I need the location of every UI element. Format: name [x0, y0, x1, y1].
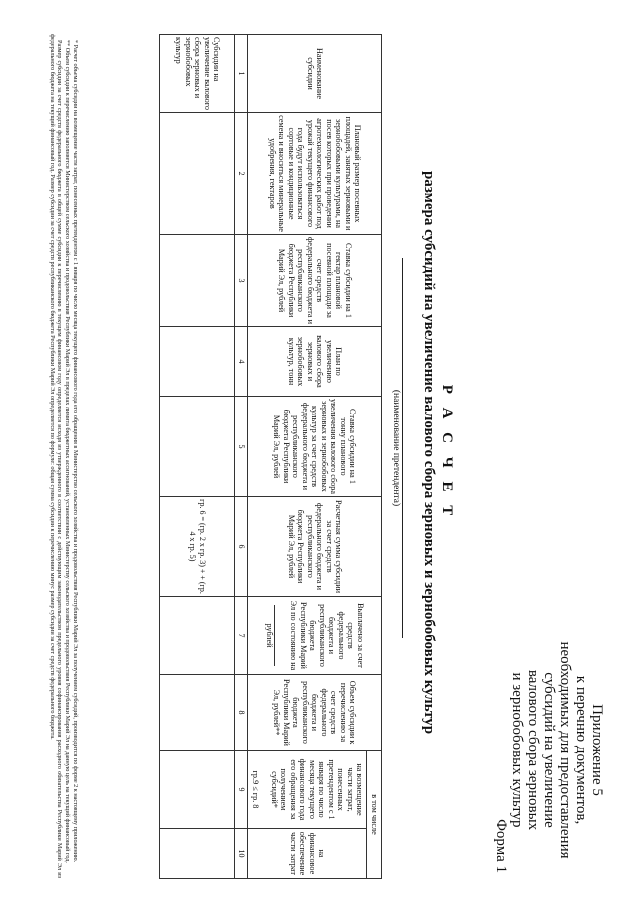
- column-number: 2: [235, 113, 248, 235]
- appendix-line: субсидий на увеличение: [541, 672, 557, 828]
- col-header-paid-unit: рублей: [265, 623, 274, 648]
- table-cell: [160, 397, 235, 497]
- col-header-reimbursement-text: на возмещение части затрат, понесенных претендентом с 1 января по число месяца текущего финансового года его обращения за получением субсидий*: [270, 758, 365, 821]
- footnote: ** Объем субсидии к перечислению заполняется Министерством сельского хозяйства и продовольствия Республики Марий Эл в пределах лимита бюджетных ассигнований, установленных Министерству сельского хозяйства и продовольствия Республики Марий Эл на данную цель на текущий финансовый год.: [64, 40, 72, 863]
- col-header-harvest-plan: План по увеличению валового сбора зерновых и зернобобовых культур, тонн: [248, 327, 382, 397]
- col-header-name: Наименование субсидии: [248, 35, 382, 113]
- document-title: Р А С Ч Е Т: [439, 384, 455, 521]
- appendix-line: необходимых для предоставления: [557, 641, 573, 859]
- row-subsidy-name: Субсидии на увеличение валового сбора зерновых и зернобобовых культур: [160, 35, 235, 113]
- col-header-reimbursement-condition: гр.9 ≤ гр. 8: [251, 770, 260, 809]
- table-cell: [160, 327, 235, 397]
- column-number: 9: [235, 751, 248, 829]
- table-cell: [160, 113, 235, 235]
- col-header-transfer-volume: Объем субсидии к перечислению за счет средств федерального бюджета и республиканского бюджета Республики Марий Эл, рублей**: [248, 675, 382, 751]
- document-subtitle: размера субсидий на увеличение валового сбора зерновых и зернобобовых культур: [421, 170, 437, 735]
- row-formula: гр. 6 = (гр. 2 х гр. 3) + + (гр. 4 х гр. 5): [160, 497, 235, 597]
- paid-date-blank: [274, 605, 289, 666]
- appendix-line: к перечню документов,: [573, 675, 589, 825]
- appendix-line: и зернобобовых культур: [509, 672, 525, 828]
- form-label: Форма 1: [493, 819, 509, 873]
- column-number: 8: [235, 675, 248, 751]
- document-heading: [420, 0, 455, 905]
- appendix-line: Приложение 5: [589, 704, 605, 796]
- table-cell: [160, 235, 235, 327]
- footnotes: [48, 34, 79, 878]
- applicant-name-line: [402, 258, 403, 638]
- col-header-group: в том числе: [367, 751, 382, 879]
- column-numbers-row: [235, 35, 248, 879]
- col-header-rate-tonne: Ставка субсидии на 1 тонну планового увеличения валового сбора зерновых и зернобобовых культур за счет средств федерального бюджета и республиканского бюджета Республики Марий Эл, рублей: [248, 397, 382, 497]
- table-cell: [160, 675, 235, 751]
- column-number: 1: [235, 35, 248, 113]
- col-header-financing: на финансовое обеспечение части затрат: [248, 829, 367, 879]
- col-header-reimbursement: [248, 751, 367, 829]
- table-cell: [160, 751, 235, 829]
- column-number: 3: [235, 235, 248, 327]
- applicant-caption: (наименование претендента): [391, 389, 401, 507]
- table-cell: [160, 829, 235, 879]
- col-header-paid: [248, 597, 382, 675]
- table-header-row: [367, 35, 382, 879]
- appendix-line: валового сбора зерновых: [525, 669, 541, 831]
- table-row: [160, 35, 235, 879]
- column-number: 4: [235, 327, 248, 397]
- col-header-rate-hectare: Ставка субсидии на 1 гектар плановой посевной площади за счет средств федерального бюджета и республиканского бюджета Республики Марий Эл, рублей: [248, 235, 382, 327]
- column-number: 7: [235, 597, 248, 675]
- table-cell: [160, 597, 235, 675]
- column-number: 6: [235, 497, 248, 597]
- footnote: Размер субсидии за счет средств федерального бюджета в общей сумме субсидии к перечислению в текущем финансовом году определяется исходя из утвержденного в соответствии с действующим законодательством предельного уровня софинансирования расходного обязательства Республики Марий Эл из федерального бюджета на текущий финансовый год. Размер субсидии за счет средств республиканского бюджета Республики Марий Эл определяется по формуле: общая сумма субсидии к перечислению минус размер субсидии за счет средств федерального бюджета.: [48, 34, 64, 878]
- column-number: 5: [235, 397, 248, 497]
- col-header-paid-text: Выплачено за счет средств федерального бюджета и республиканского бюджета Республики Марий Эл по состоянию на: [289, 600, 365, 671]
- col-header-area: Плановый размер посевных площадей, занятых зерновыми и зернобобовыми культурами, на посев которых при проведении агротехнологических работ под урожай текущего финансового года будут использоваться сортовые и кондиционные семена и вноситься минеральные удобрения, гектаров: [248, 113, 382, 235]
- appendix-block: [509, 625, 605, 875]
- col-header-calculated-sum: Расчетная сумма субсидии за счет средств федерального бюджета и республиканского бюджета Республики Марий Эл, рублей: [248, 497, 382, 597]
- column-number: 10: [235, 829, 248, 879]
- footnote: * Расчет объема субсидии на возмещение части затрат, понесенных претендентом с 1 января по число месяца текущего финансового года его обращения в Министерство сельского хозяйства и продовольствия Республики Марий Эл за получением субсидий, производится по форме 2 к настоящему приложению.: [72, 40, 79, 863]
- calculation-table: [160, 34, 383, 879]
